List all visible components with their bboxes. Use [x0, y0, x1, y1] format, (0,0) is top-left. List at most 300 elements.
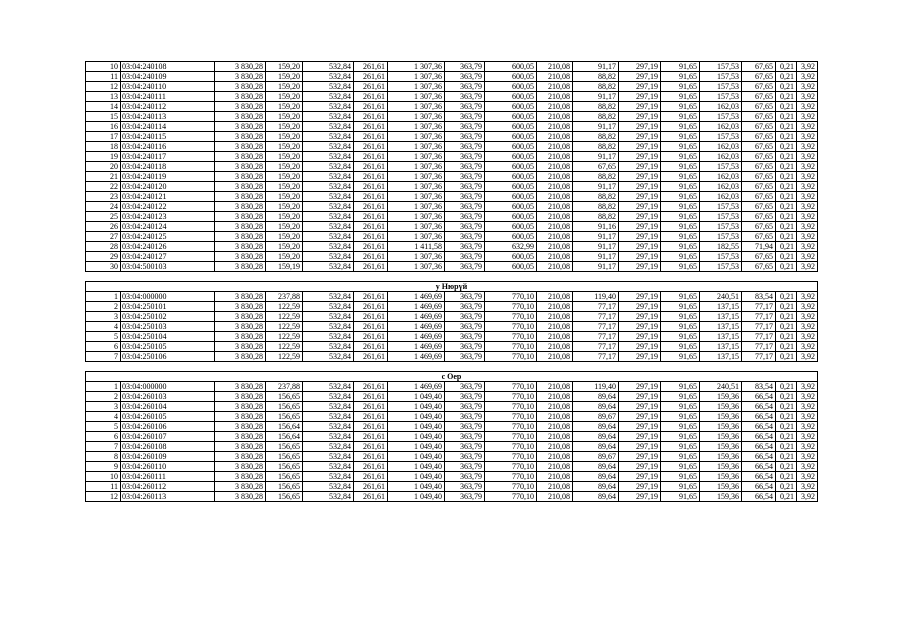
- code-cell: 03:04:240108: [121, 62, 215, 72]
- value-cell: 0,21: [776, 462, 797, 472]
- value-cell: 0,21: [776, 492, 797, 502]
- value-cell: 261,61: [354, 102, 388, 112]
- value-cell: 363,79: [445, 402, 485, 412]
- value-cell: 297,19: [619, 382, 661, 392]
- value-cell: 159,19: [266, 262, 303, 272]
- table-row: [86, 92, 818, 102]
- code-cell: 03:04:240115: [121, 132, 215, 142]
- value-cell: 122,59: [266, 322, 303, 332]
- value-cell: 3 830,28: [215, 152, 266, 162]
- value-cell: 532,84: [303, 82, 354, 92]
- value-cell: 3,92: [797, 332, 818, 342]
- row-number-cell: 1: [86, 382, 121, 392]
- value-cell: 159,20: [266, 182, 303, 192]
- value-cell: 600,05: [485, 112, 537, 122]
- value-cell: 89,64: [573, 442, 619, 452]
- row-number-cell: 4: [86, 322, 121, 332]
- value-cell: 159,20: [266, 62, 303, 72]
- value-cell: 67,65: [742, 172, 776, 182]
- code-cell: 03:04:240120: [121, 182, 215, 192]
- value-cell: 88,82: [573, 172, 619, 182]
- value-cell: 532,84: [303, 192, 354, 202]
- row-number-cell: 6: [86, 342, 121, 352]
- value-cell: 1 307,36: [388, 232, 445, 242]
- value-cell: 137,15: [700, 342, 742, 352]
- value-cell: 66,54: [742, 392, 776, 402]
- value-cell: 600,05: [485, 92, 537, 102]
- spacer-cell: [86, 272, 818, 282]
- value-cell: 3 830,28: [215, 312, 266, 322]
- value-cell: 0,21: [776, 302, 797, 312]
- value-cell: 363,79: [445, 142, 485, 152]
- value-cell: 1 307,36: [388, 132, 445, 142]
- code-cell: 03:04:240113: [121, 112, 215, 122]
- value-cell: 3,92: [797, 432, 818, 442]
- value-cell: 261,61: [354, 492, 388, 502]
- value-cell: 363,79: [445, 302, 485, 312]
- code-cell: 03:04:240126: [121, 242, 215, 252]
- value-cell: 91,17: [573, 152, 619, 162]
- value-cell: 1 049,40: [388, 492, 445, 502]
- value-cell: 210,08: [537, 182, 573, 192]
- value-cell: 159,20: [266, 192, 303, 202]
- value-cell: 210,08: [537, 332, 573, 342]
- value-cell: 210,08: [537, 242, 573, 252]
- value-cell: 297,19: [619, 422, 661, 432]
- value-cell: 3,92: [797, 252, 818, 262]
- value-cell: 91,65: [661, 312, 700, 322]
- value-cell: 363,79: [445, 432, 485, 442]
- code-cell: 03:04:260104: [121, 402, 215, 412]
- value-cell: 3,92: [797, 142, 818, 152]
- value-cell: 363,79: [445, 102, 485, 112]
- value-cell: 210,08: [537, 302, 573, 312]
- value-cell: 210,08: [537, 432, 573, 442]
- row-number-cell: 14: [86, 102, 121, 112]
- value-cell: 0,21: [776, 432, 797, 442]
- section-title: с Оер: [86, 372, 818, 382]
- code-cell: 03:04:240110: [121, 82, 215, 92]
- value-cell: 363,79: [445, 162, 485, 172]
- table-row: [86, 292, 818, 302]
- value-cell: 159,20: [266, 102, 303, 112]
- table-row: [86, 132, 818, 142]
- value-cell: 297,19: [619, 112, 661, 122]
- value-cell: 532,84: [303, 342, 354, 352]
- value-cell: 532,84: [303, 102, 354, 112]
- value-cell: 91,65: [661, 482, 700, 492]
- value-cell: 770,10: [485, 352, 537, 362]
- value-cell: 91,65: [661, 162, 700, 172]
- value-cell: 0,21: [776, 352, 797, 362]
- value-cell: 210,08: [537, 352, 573, 362]
- value-cell: 297,19: [619, 322, 661, 332]
- value-cell: 600,05: [485, 122, 537, 132]
- value-cell: 67,65: [742, 232, 776, 242]
- table-row: [86, 462, 818, 472]
- value-cell: 77,17: [742, 302, 776, 312]
- row-number-cell: 3: [86, 402, 121, 412]
- section-header-row: [86, 372, 818, 382]
- value-cell: 119,40: [573, 382, 619, 392]
- value-cell: 297,19: [619, 202, 661, 212]
- row-number-cell: 8: [86, 452, 121, 462]
- value-cell: 532,84: [303, 212, 354, 222]
- value-cell: 66,54: [742, 442, 776, 452]
- value-cell: 67,65: [742, 212, 776, 222]
- value-cell: 532,84: [303, 382, 354, 392]
- value-cell: 1 049,40: [388, 462, 445, 472]
- value-cell: 261,61: [354, 212, 388, 222]
- value-cell: 532,84: [303, 312, 354, 322]
- table-row: [86, 442, 818, 452]
- code-cell: 03:04:500103: [121, 262, 215, 272]
- code-cell: 03:04:000000: [121, 382, 215, 392]
- value-cell: 297,19: [619, 462, 661, 472]
- value-cell: 159,20: [266, 172, 303, 182]
- value-cell: 157,53: [700, 62, 742, 72]
- value-cell: 182,55: [700, 242, 742, 252]
- value-cell: 67,65: [742, 162, 776, 172]
- code-cell: 03:04:250103: [121, 322, 215, 332]
- value-cell: 363,79: [445, 242, 485, 252]
- value-cell: 363,79: [445, 332, 485, 342]
- table-row: [86, 402, 818, 412]
- value-cell: 122,59: [266, 312, 303, 322]
- value-cell: 363,79: [445, 92, 485, 102]
- value-cell: 210,08: [537, 152, 573, 162]
- value-cell: 237,88: [266, 382, 303, 392]
- value-cell: 159,20: [266, 72, 303, 82]
- value-cell: 156,65: [266, 442, 303, 452]
- row-number-cell: 9: [86, 462, 121, 472]
- value-cell: 532,84: [303, 322, 354, 332]
- value-cell: 600,05: [485, 172, 537, 182]
- value-cell: 363,79: [445, 62, 485, 72]
- value-cell: 632,99: [485, 242, 537, 252]
- value-cell: 67,65: [742, 102, 776, 112]
- table-row: [86, 452, 818, 462]
- value-cell: 600,05: [485, 262, 537, 272]
- value-cell: 77,17: [742, 342, 776, 352]
- value-cell: 67,65: [742, 122, 776, 132]
- value-cell: 156,65: [266, 452, 303, 462]
- value-cell: 157,53: [700, 252, 742, 262]
- value-cell: 532,84: [303, 452, 354, 462]
- value-cell: 89,67: [573, 412, 619, 422]
- value-cell: 297,19: [619, 162, 661, 172]
- value-cell: 600,05: [485, 62, 537, 72]
- value-cell: 91,65: [661, 442, 700, 452]
- value-cell: 532,84: [303, 332, 354, 342]
- value-cell: 3,92: [797, 262, 818, 272]
- value-cell: 159,36: [700, 412, 742, 422]
- value-cell: 600,05: [485, 182, 537, 192]
- code-cell: 03:04:240112: [121, 102, 215, 112]
- value-cell: 210,08: [537, 212, 573, 222]
- value-cell: 210,08: [537, 202, 573, 212]
- value-cell: 88,82: [573, 82, 619, 92]
- value-cell: 91,65: [661, 432, 700, 442]
- value-cell: 89,64: [573, 472, 619, 482]
- value-cell: 3 830,28: [215, 432, 266, 442]
- value-cell: 3 830,28: [215, 332, 266, 342]
- value-cell: 0,21: [776, 62, 797, 72]
- value-cell: 240,51: [700, 382, 742, 392]
- value-cell: 156,65: [266, 492, 303, 502]
- value-cell: 3,92: [797, 92, 818, 102]
- value-cell: 67,65: [742, 72, 776, 82]
- value-cell: 66,54: [742, 472, 776, 482]
- value-cell: 3 830,28: [215, 252, 266, 262]
- value-cell: 1 307,36: [388, 222, 445, 232]
- value-cell: 0,21: [776, 322, 797, 332]
- value-cell: 88,82: [573, 192, 619, 202]
- value-cell: 210,08: [537, 92, 573, 102]
- value-cell: 162,03: [700, 172, 742, 182]
- value-cell: 532,84: [303, 112, 354, 122]
- value-cell: 297,19: [619, 92, 661, 102]
- value-cell: 77,17: [573, 302, 619, 312]
- value-cell: 3 830,28: [215, 102, 266, 112]
- value-cell: 3 830,28: [215, 422, 266, 432]
- value-cell: 532,84: [303, 442, 354, 452]
- value-cell: 1 307,36: [388, 72, 445, 82]
- value-cell: 261,61: [354, 122, 388, 132]
- value-cell: 210,08: [537, 232, 573, 242]
- value-cell: 3 830,28: [215, 392, 266, 402]
- value-cell: 363,79: [445, 352, 485, 362]
- value-cell: 3 830,28: [215, 352, 266, 362]
- value-cell: 3 830,28: [215, 442, 266, 452]
- value-cell: 0,21: [776, 92, 797, 102]
- value-cell: 83,54: [742, 292, 776, 302]
- value-cell: 3,92: [797, 382, 818, 392]
- value-cell: 157,53: [700, 132, 742, 142]
- value-cell: 83,54: [742, 382, 776, 392]
- value-cell: 122,59: [266, 332, 303, 342]
- value-cell: 363,79: [445, 292, 485, 302]
- value-cell: 137,15: [700, 302, 742, 312]
- value-cell: 1 469,69: [388, 352, 445, 362]
- value-cell: 67,65: [742, 92, 776, 102]
- value-cell: 770,10: [485, 422, 537, 432]
- value-cell: 600,05: [485, 212, 537, 222]
- value-cell: 89,64: [573, 402, 619, 412]
- value-cell: 3,92: [797, 172, 818, 182]
- table-row: [86, 232, 818, 242]
- value-cell: 210,08: [537, 72, 573, 82]
- value-cell: 0,21: [776, 162, 797, 172]
- value-cell: 91,65: [661, 452, 700, 462]
- value-cell: 1 307,36: [388, 142, 445, 152]
- value-cell: 91,65: [661, 342, 700, 352]
- code-cell: 03:04:260113: [121, 492, 215, 502]
- value-cell: 532,84: [303, 122, 354, 132]
- value-cell: 210,08: [537, 142, 573, 152]
- table-row: [86, 412, 818, 422]
- value-cell: 261,61: [354, 222, 388, 232]
- value-cell: 770,10: [485, 302, 537, 312]
- value-cell: 91,65: [661, 352, 700, 362]
- value-cell: 363,79: [445, 452, 485, 462]
- row-number-cell: 4: [86, 412, 121, 422]
- value-cell: 157,53: [700, 92, 742, 102]
- value-cell: 0,21: [776, 152, 797, 162]
- code-cell: 03:04:250102: [121, 312, 215, 322]
- value-cell: 91,65: [661, 412, 700, 422]
- value-cell: 3 830,28: [215, 322, 266, 332]
- value-cell: 162,03: [700, 182, 742, 192]
- value-cell: 600,05: [485, 152, 537, 162]
- value-cell: 156,65: [266, 412, 303, 422]
- value-cell: 1 469,69: [388, 342, 445, 352]
- value-cell: 261,61: [354, 352, 388, 362]
- value-cell: 3 830,28: [215, 262, 266, 272]
- value-cell: 600,05: [485, 232, 537, 242]
- value-cell: 0,21: [776, 102, 797, 112]
- value-cell: 0,21: [776, 262, 797, 272]
- value-cell: 297,19: [619, 152, 661, 162]
- value-cell: 77,17: [742, 352, 776, 362]
- value-cell: 1 049,40: [388, 432, 445, 442]
- value-cell: 532,84: [303, 182, 354, 192]
- row-number-cell: 10: [86, 472, 121, 482]
- value-cell: 770,10: [485, 492, 537, 502]
- value-cell: 1 307,36: [388, 92, 445, 102]
- value-cell: 261,61: [354, 412, 388, 422]
- value-cell: 1 307,36: [388, 162, 445, 172]
- value-cell: 210,08: [537, 172, 573, 182]
- table-row: [86, 162, 818, 172]
- value-cell: 159,20: [266, 132, 303, 142]
- value-cell: 91,65: [661, 202, 700, 212]
- value-cell: 3,92: [797, 112, 818, 122]
- value-cell: 137,15: [700, 352, 742, 362]
- row-number-cell: 29: [86, 252, 121, 262]
- value-cell: 600,05: [485, 82, 537, 92]
- value-cell: 1 049,40: [388, 412, 445, 422]
- value-cell: 0,21: [776, 332, 797, 342]
- value-cell: 297,19: [619, 82, 661, 92]
- table-row: [86, 312, 818, 322]
- value-cell: 91,65: [661, 252, 700, 262]
- value-cell: 159,36: [700, 482, 742, 492]
- value-cell: 600,05: [485, 162, 537, 172]
- value-cell: 3 830,28: [215, 292, 266, 302]
- code-cell: 03:04:240125: [121, 232, 215, 242]
- value-cell: 1 307,36: [388, 82, 445, 92]
- value-cell: 159,20: [266, 92, 303, 102]
- code-cell: 03:04:250101: [121, 302, 215, 312]
- value-cell: 0,21: [776, 242, 797, 252]
- value-cell: 261,61: [354, 432, 388, 442]
- value-cell: 363,79: [445, 392, 485, 402]
- value-cell: 363,79: [445, 192, 485, 202]
- value-cell: 88,82: [573, 212, 619, 222]
- value-cell: 1 411,58: [388, 242, 445, 252]
- value-cell: 137,15: [700, 312, 742, 322]
- value-cell: 91,65: [661, 92, 700, 102]
- row-number-cell: 5: [86, 332, 121, 342]
- value-cell: 159,20: [266, 222, 303, 232]
- value-cell: 156,64: [266, 432, 303, 442]
- value-cell: 297,19: [619, 452, 661, 462]
- value-cell: 532,84: [303, 132, 354, 142]
- value-cell: 77,17: [573, 322, 619, 332]
- value-cell: 363,79: [445, 132, 485, 142]
- value-cell: 3,92: [797, 472, 818, 482]
- value-cell: 532,84: [303, 392, 354, 402]
- value-cell: 0,21: [776, 402, 797, 412]
- value-cell: 532,84: [303, 172, 354, 182]
- value-cell: 162,03: [700, 152, 742, 162]
- value-cell: 0,21: [776, 142, 797, 152]
- value-cell: 770,10: [485, 322, 537, 332]
- value-cell: 532,84: [303, 152, 354, 162]
- value-cell: 71,94: [742, 242, 776, 252]
- value-cell: 156,64: [266, 422, 303, 432]
- value-cell: 91,65: [661, 332, 700, 342]
- value-cell: 3,92: [797, 342, 818, 352]
- value-cell: 261,61: [354, 162, 388, 172]
- value-cell: 3 830,28: [215, 412, 266, 422]
- value-cell: 210,08: [537, 392, 573, 402]
- value-cell: 122,59: [266, 352, 303, 362]
- value-cell: 66,54: [742, 462, 776, 472]
- row-number-cell: 11: [86, 72, 121, 82]
- value-cell: 532,84: [303, 142, 354, 152]
- section-header-row: [86, 282, 818, 292]
- code-cell: 03:04:240121: [121, 192, 215, 202]
- value-cell: 3,92: [797, 192, 818, 202]
- row-number-cell: 19: [86, 152, 121, 162]
- value-cell: 770,10: [485, 452, 537, 462]
- value-cell: 532,84: [303, 422, 354, 432]
- value-cell: 3,92: [797, 482, 818, 492]
- value-cell: 770,10: [485, 382, 537, 392]
- value-cell: 532,84: [303, 62, 354, 72]
- value-cell: 0,21: [776, 172, 797, 182]
- value-cell: 0,21: [776, 452, 797, 462]
- table-row: [86, 422, 818, 432]
- value-cell: 77,17: [573, 352, 619, 362]
- value-cell: 77,17: [573, 342, 619, 352]
- value-cell: 3 830,28: [215, 82, 266, 92]
- value-cell: 91,17: [573, 242, 619, 252]
- value-cell: 770,10: [485, 442, 537, 452]
- value-cell: 261,61: [354, 62, 388, 72]
- value-cell: 3 830,28: [215, 402, 266, 412]
- value-cell: 297,19: [619, 352, 661, 362]
- value-cell: 3,92: [797, 202, 818, 212]
- value-cell: 156,65: [266, 482, 303, 492]
- value-cell: 91,65: [661, 322, 700, 332]
- value-cell: 210,08: [537, 292, 573, 302]
- value-cell: 91,65: [661, 402, 700, 412]
- value-cell: 3,92: [797, 412, 818, 422]
- value-cell: 67,65: [742, 82, 776, 92]
- value-cell: 770,10: [485, 402, 537, 412]
- value-cell: 91,65: [661, 472, 700, 482]
- value-cell: 532,84: [303, 462, 354, 472]
- table-row: [86, 112, 818, 122]
- value-cell: 770,10: [485, 342, 537, 352]
- table-body: [86, 62, 818, 502]
- value-cell: 532,84: [303, 292, 354, 302]
- code-cell: 03:04:260112: [121, 482, 215, 492]
- value-cell: 770,10: [485, 312, 537, 322]
